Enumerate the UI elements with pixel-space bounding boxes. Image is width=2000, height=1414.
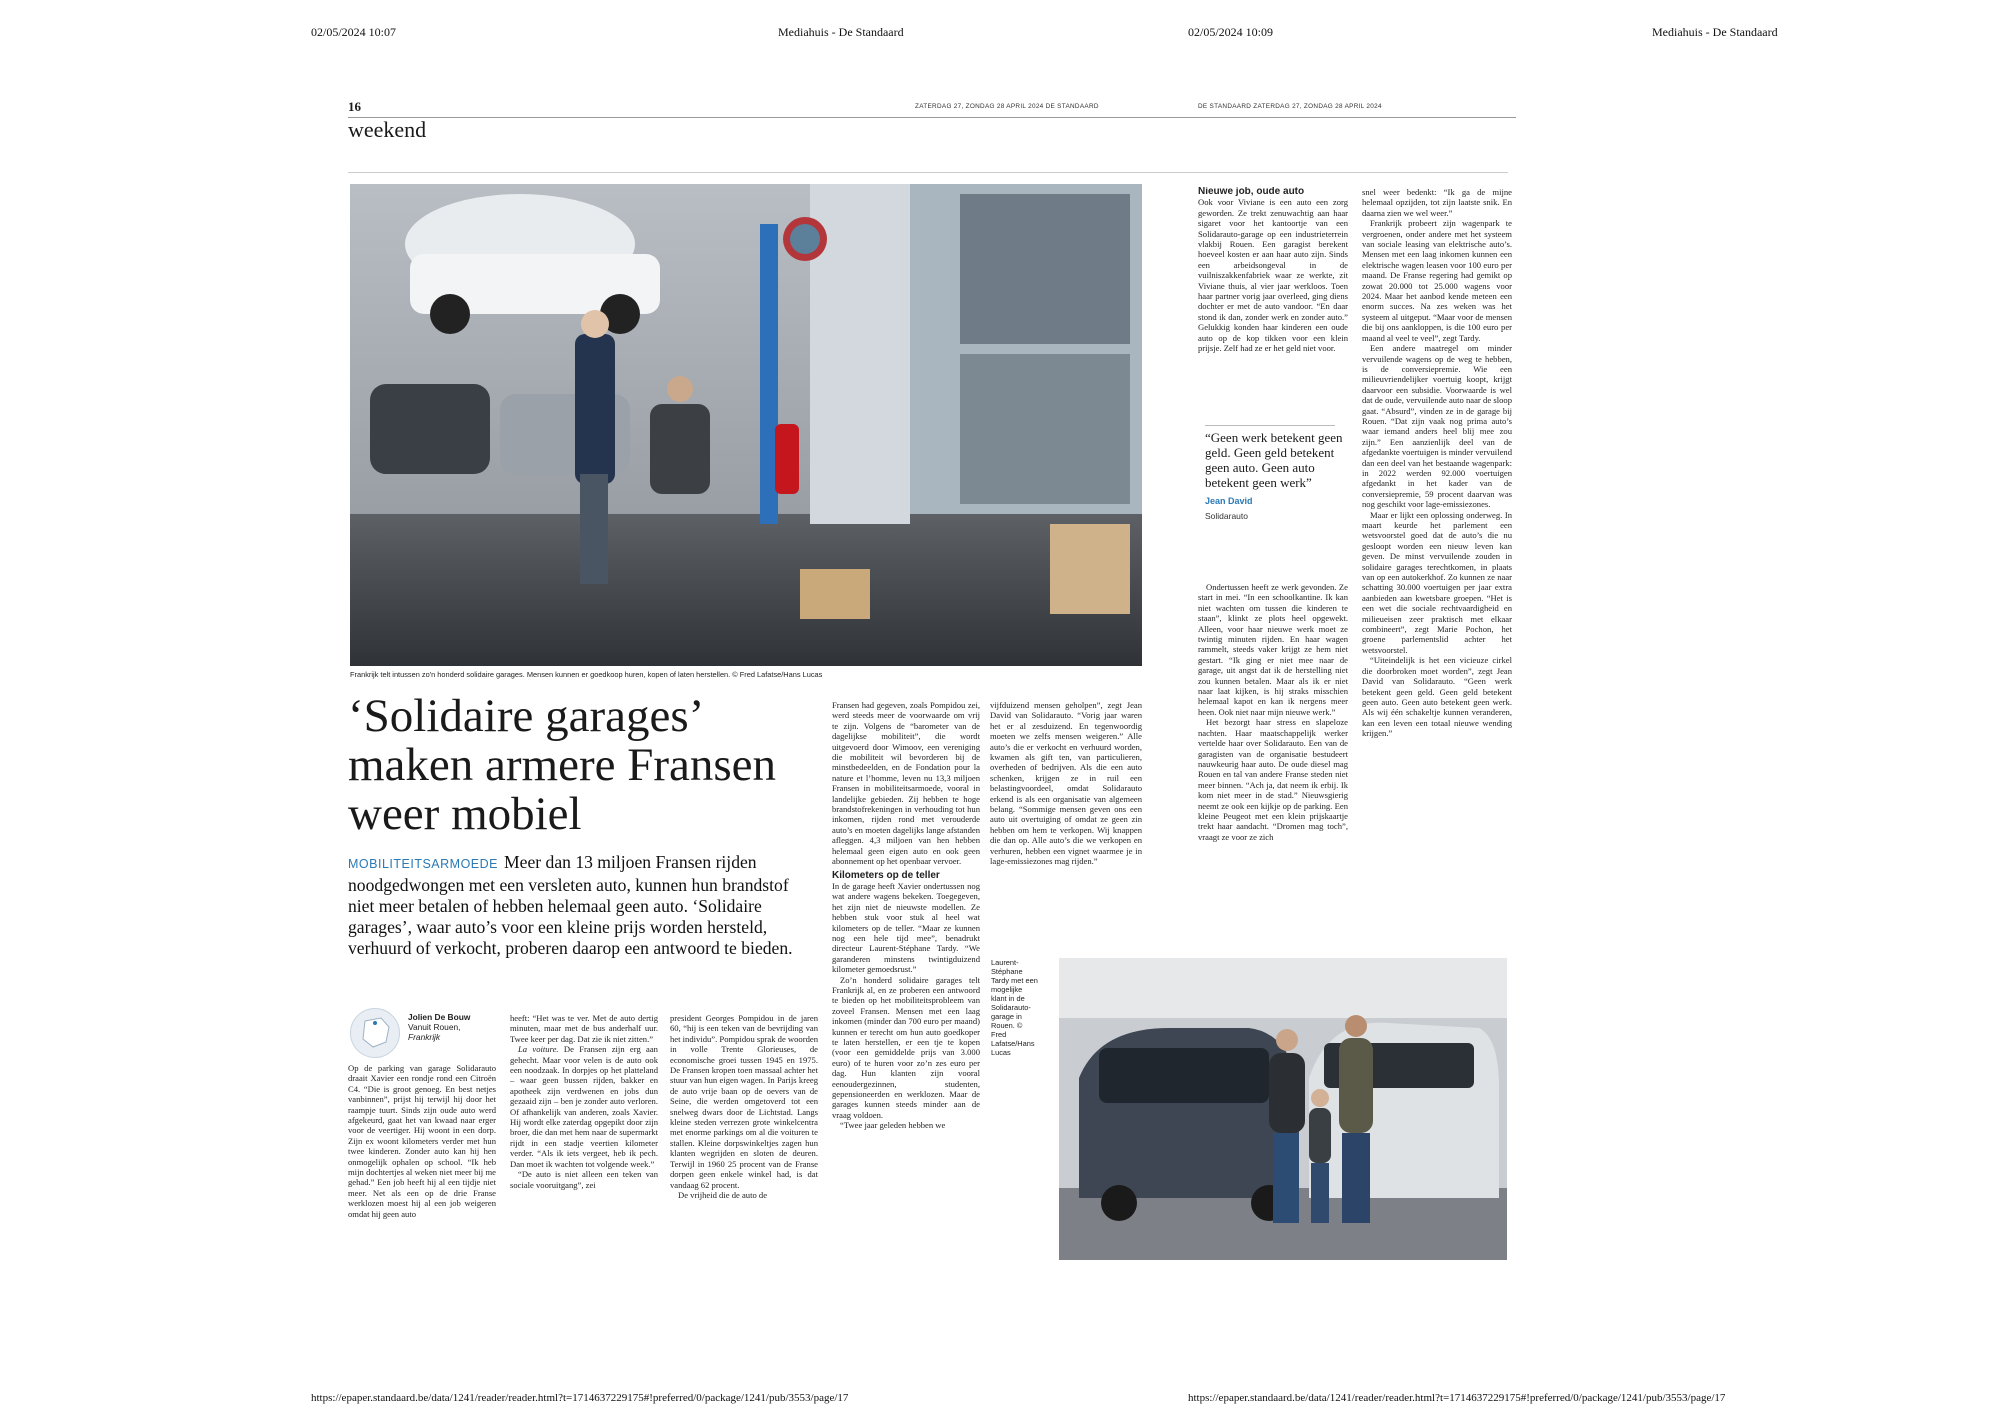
lead-text: Meer dan 13 miljoen Fransen rijden noodgedwongen met een versleten auto, kunnen hun brandstof niet meer betalen of hebben helemaal geen auto. ‘Solidaire garages’, waar auto’s voor een kleine prijs worden hersteld, verhuurd of verkocht, proberen daarop een antwoord te bieden. [348,852,793,958]
page-date-line-left: ZATERDAG 27, ZONDAG 28 APRIL 2024 DE STANDAARD [915,103,1099,110]
right-column-1-text-b: Ondertussen heeft ze werk gevonden. Ze start in mei. “In een schoolkantine. Ik kan niet wachten om tussen die kinderen te staan”, klinkt ze plots heel opgewekt. Alleen, voor haar nieuwe werk moet ze twintig minuten rijden. En haar wagen rammelt, steeds vaker krijgt ze hem niet gestart. “Ik ging er niet mee naar de garage, uit angst dat ik de herstelling niet zou kunnen betalen. Maar als ik er niet naar laat kijken, is hij straks misschien helemaal kapot en kan ik nergens meer heen. Ook niet naar mijn nieuwe werk.” [1198,582,1348,717]
column-4-text-d: “Twee jaar geleden hebben we [840,1120,946,1131]
section-title: weekend [348,117,427,142]
header-rule [348,117,1516,118]
lead-tag: MOBILITEITSARMOEDE [348,857,498,871]
print-footer-url-right: https://epaper.standaard.be/data/1241/reader/reader.html?t=1714637229175#!preferred/0/package/1241/pub/3553/page/17 [1188,1392,1726,1404]
right-column-2-text-d: Maar er lijkt een oplossing onderweg. In maart keurde het parlement een wetsvoorstel goed dat de auto’s die nu gesloopt worden een nieuw leven kan geven. De minst vervuilende zouden in solidaire garages terechtkomen, in plaats van op een autokerkhof. Zo kunnen ze naar schatting 30.000 voertuigen per jaar extra aanbieden aan kwetsbare groepen. “Het is een wet die sociale rechtvaardigheid en milieueisen zeer praktisch met elkaar combineert”, zegt Marie Pochon, het groene parlementslid achter het wetsvoorstel. [1362,509,1512,655]
column-2-text-b [510,1044,658,1169]
second-photo-cars [1059,958,1507,1260]
column-4-subheading: Kilometers op de teller [832,869,940,881]
page-date-line-right: DE STANDAARD ZATERDAG 27, ZONDAG 28 APRIL 2024 [1198,103,1382,110]
main-photo-caption: Frankrijk telt intussen zo'n honderd solidaire garages. Mensen kunnen er goedkoop huren, kopen of laten herstellen. © Fred Lafatse/Hans Lucas [350,670,823,679]
column-2-text-c: “De auto is niet alleen een teken van sociale vooruitgang”, zei [510,1169,658,1190]
article-column-2 [510,1013,658,1263]
column-3-text-b: De vrijheid die de auto de [678,1189,768,1200]
right-column-2-text-c: Een andere maatregel om minder vervuilende wagens op de weg te hebben, is de conversiepremie. Wie een milieuvriendelijker voertuig koopt, krijgt daarvoor een subsidie. Voorwaarde is wel dat de oude, vervuilende auto naar de sloop gaat. “Absurd”, vinden ze in de garage bij Rouen. “Dat zijn vaak nog prima auto’s waar iemand anders heel blij mee zou zijn.” Een aanzienlijk deel van de afgedankte voertuigen is minder vervuilend dan een deel van het bestaande wagenpark: in 2022 werden 92.000 voertuigen afgedankt in het kader van de conversiepremie, 59 procent daarvan was nog geschikt voor lage-emissiezones. [1362,343,1512,510]
right-column-1-bottom [1198,582,1348,942]
pull-quote-author: Jean David [1205,496,1253,506]
column-1-text: Op de parking van garage Solidarauto draait Xavier een rondje rond een Citroën C4. “Die is groot genoeg. En best netjes vanbinnen”, prijst hij terwijl hij door het raampje tuurt. Sinds zijn oude auto werd afgekeurd, gaat het van kwaad naar erger voor de veertiger. Hij woont in een dorp. Zijn ex woont kilometers verder met hun twee kinderen. Zonder auto kan hij hen onmogelijk ophalen op school. “Ik heb mijn dochtertjes al weken niet meer bij me gehad.” Een job heeft hij al een tijdje niet meer. Net als een op de drie Franse werklozen moest hij al een job weigeren omdat hij geen auto [348,1063,496,1219]
byline-name: Jolien De Bouw [408,1012,471,1022]
column-5-text: vijfduizend mensen geholpen”, zegt Jean David van Solidarauto. “Vorig jaar waren het er al zesduizend. En tegenwoordig moeten we zelfs mensen weigeren.” Alle auto’s die er verkocht en verhuurd worden, kwamen als gift ten, van particulieren, overheden of bedrijven. Als die een auto schenken, krijgen ze in ruil een belastingvoordeel, omdat Solidarauto erkend is als een organisatie van algemeen belang. “Sommige mensen geven ons een auto uit overtuiging of omdat ze geen zin hebben om hem te verkopen. Wij knappen die dan op. Alle auto’s die we verkopen en verhuren, hebben een vignet waarmee je in lage-emissiezones mag rijden.” [990,700,1142,867]
main-photo-garage [350,184,1142,666]
column-4-text-b: In de garage heeft Xavier ondertussen nog wat andere wagens bekeken. Toegegeven, het zijn niet de nieuwste modellen. Ze hebben stuk voor stuk al heel wat kilometers op de teller. “Maar ze kunnen nog een hele tijd mee”, benadrukt directeur Laurent-Stéphane Tardy. “We garanderen minstens twintigduizend kilometer gemoedsrust.” [832,880,980,975]
byline-place: Vanuit Rouen, [408,1022,461,1032]
print-header-title-left: Mediahuis - De Standaard [778,25,904,39]
right-column-1-text-a: Ook voor Viviane is een auto een zorg geworden. Ze trekt zenuwachtig aan haar sigaret voor het kantoortje van een Solidarauto-garage op een industrieterrein vlakbij Rouen. Een garagist berekent hoeveel kosten er aan haar auto zijn. Sinds een arbeidsongeval in de vuilniszakkenfabriek waar ze werkte, zit Viviane thuis, al vier jaar werkloos. Toen haar partner vorig jaar overleed, ging diens dochter er met de auto vandoor. “En daar stond ik dan, zonder werk en zonder auto.” Gelukkig konden haar kinderen een oude auto op de kop tikken voor een klein prijsje. Zelf had ze er het geld niet voor. [1198,197,1348,354]
byline-map-icon [350,1008,400,1058]
column-4-text-a: Fransen had gegeven, zoals Pompidou zei, werd steeds meer de voorwaarde om vrij te zijn. Volgens de “barometer van de dagelijkse mobiliteit”, die wordt uitgevoerd door Wimoov, een vereniging die mobiliteit wil bevorderen bij de minstbedeelden, en de Fondation pour la nature et l’homme, leven nu 13,3 miljoen Fransen in mobiliteitsarmoede, vooral in landelijke gebieden. Zij hebben te hoge brandstofrekeningen in verhouding tot hun inkomen, rijden rond met verouderde auto’s en moeten dagelijks lange afstanden afleggen. 4,3 miljoen van hen hebben helemaal geen eigen auto en ook geen abonnement op het openbaar vervoer. [832,700,980,867]
print-header-date-left: 02/05/2024 10:07 [311,25,397,39]
column-4-text-c: Zo’n honderd solidaire garages telt Frankrijk al, en ze proberen een antwoord te bieden op het mobiliteitsprobleem van zoveel Fransen. Mensen met een laag inkomen (minder dan 700 euro per maand) kunnen er terecht om hun auto goedkoper te laten herstellen, er een tje te kopen (voor een gemiddelde prijs van 3.000 euro) of te huren voor zo’n zes euro per dag. Hun klanten zijn vooral eenoudergezinnen, studenten, gepensioneerden en werklozen. Maar de garages kunnen steeds minder aan de vraag voldoen. [832,974,980,1120]
page-number: 16 [348,99,361,114]
article-column-3 [670,1013,818,1263]
article-column-4 [832,700,980,1265]
pull-quote [1205,430,1345,524]
pull-quote-text: “Geen werk betekent geen geld. Geen geld betekent geen auto. Geen auto betekent geen werk” [1205,430,1343,490]
right-column-2-text-e: “Uiteindelijk is het een vicieuze cirkel die doorbroken moet worden”, zegt Jean David van Solidarauto. “Geen werk betekent geen geld. Geen geld betekent geen auto. Geen auto betekent geen werk. Als wij één schakeltje kunnen veranderen, kan een leven een totaal nieuwe wending krijgen.” [1362,655,1512,739]
column-2-text-a: heeft: “Het was te ver. Met de auto dertig minuten, maar met de bus anderhalf uur. Twee keer per dag. Dat zie ik niet zitten.” [510,1013,658,1044]
print-footer-url-left: https://epaper.standaard.be/data/1241/reader/reader.html?t=1714637229175#!preferred/0/package/1241/pub/3553/page/17 [311,1392,849,1404]
lead-paragraph [348,852,818,959]
pull-quote-role: Solidarauto [1205,511,1249,521]
right-column-2-text-a: snel weer bedenkt: “Ik ga de mijne helemaal opzijden, tot zijn laatste snik. En daarna zien we wel weer.” [1362,187,1512,218]
article-column-1 [348,1063,496,1263]
article-column-5 [990,700,1142,930]
right-column-1-top [1198,187,1348,422]
second-photo-caption: Laurent-Stéphane Tardy met een mogelijke klant in de Solidarauto-garage in Rouen. © Fred Lafatse/Hans Lucas [991,958,1038,1057]
column-3-text-a: president Georges Pompidou in de jaren 60, “hij is een teken van de bevrijding van het individu”. Pompidou sprak de woorden in volle Trente Glorieuses, de economische groei tussen 1945 en 1975. De Fransen kropen toen massaal achter het stuur van hun eigen wagen. In Parijs kreeg de auto vrije baan op de oevers van de Seine, die werden omgetoverd tot een snelweg dwars door de Lichtstad. Langs kleine steden verrezen grote winkelcentra met enorme parkings om al die voituren te stallen. Kleine dorpswinkeltjes zagen hun klanten wegrijden en sloten de deuren. Terwijl in 1960 25 procent van de Franse dorpen geen enkele winkel had, is dat vandaag 62 procent. [670,1013,818,1190]
column-2-italic: La voiture. [518,1044,559,1055]
right-column-1-text-c: Het bezorgt haar stress en slapeloze nachten. Haar maatschappelijk werker vertelde haar over Solidarauto. Een van de garagisten van de organisatie bestudeert nauwkeurig haar auto. De oude diesel mag Rouen en tal van andere Franse steden niet meer binnen. “Ach ja, dat neem ik erbij. Ik kom niet meer in de stad.” Nieuwsgierig neemt ze ook een kijkje op de parking. Een kleine Peugeot met een klein prijskaartje trekt haar aandacht. “Dromen mag toch”, vraagt ze voor ze zich [1198,717,1348,842]
print-header-date-right: 02/05/2024 10:09 [1188,25,1274,39]
byline [408,1012,470,1042]
headline: ‘Solidaire garages’ maken armere Fransen weer mobiel [348,690,777,840]
byline-country: Frankrijk [408,1032,441,1042]
right-column-2-text-b: Frankrijk probeert zijn wagenpark te vergroenen, onder andere met het systeem van sociale leasing van elektrische auto’s. Mensen met een laag inkomen kunnen een elektrische wagen leasen voor 100 euro per maand. De Franse regering had gemikt op zowat 20.000 tot 25.000 wagens voor 2024. Maar het aanbod kende meteen een enorm succes. Na zes weken was het systeem al uitgeput. “Maar voor de mensen die bij ons aankloppen, is die 100 euro per maand al veel te veel”, zegt Tardy. [1362,218,1512,343]
right-subheading: Nieuwe job, oude auto [1198,187,1305,197]
column-2-text-b-body: De Fransen zijn erg aan gehecht. Maar voor velen is de auto ook een noodzaak. In dorpjes op het platteland – waar geen bussen rijden, bakker en apotheek zijn verdwenen en jobs dun gezaaid zijn – ben je zonder auto verloren. Of afhankelijk van anderen, zoals Xavier. Hij wordt elke zaterdag opgepikt door zijn broer, die dan met hem naar de supermarkt rijdt in een stadje veertien kilometer verder. “Als ik iets vergeet, heb ik pech. Dan moet ik wachten tot volgende week.” [510,1044,658,1169]
section-rule [348,172,1508,173]
print-header-title-right: Mediahuis - De Standaard [1652,25,1778,39]
quote-rule [1205,425,1335,426]
right-column-2 [1362,187,1512,942]
